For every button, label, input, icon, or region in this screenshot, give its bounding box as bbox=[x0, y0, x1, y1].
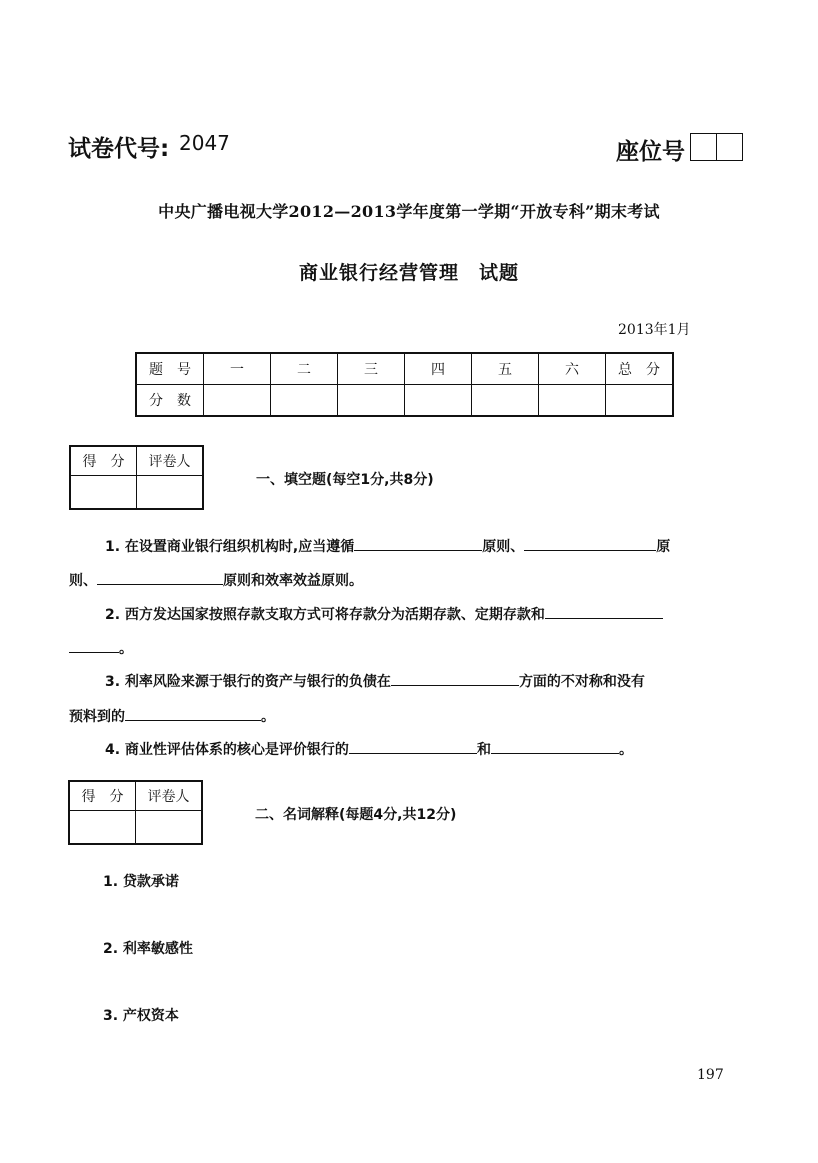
question-2-line2 bbox=[69, 638, 133, 659]
q1-text-c: 原 bbox=[656, 539, 671, 555]
q1-text-d: 则、 bbox=[69, 573, 97, 589]
score-table-col: 三 bbox=[338, 353, 405, 385]
grader-name-cell bbox=[136, 811, 203, 845]
q4-text-c: 。 bbox=[618, 742, 633, 758]
q4-blank-2 bbox=[491, 739, 619, 754]
q3-text-a: 3. 利率风险来源于银行的资产与银行的负债在 bbox=[105, 674, 391, 690]
grader-name-label: 评卷人 bbox=[137, 446, 204, 476]
paper-title: 商业银行经营管理 试题 bbox=[298, 262, 519, 284]
q3-text-c: 预料到的 bbox=[69, 709, 125, 725]
score-table-score-row bbox=[136, 385, 673, 417]
grader-score-cell bbox=[69, 811, 136, 845]
exam-name: 中央广播电视大学2012—2013学年度第一学期“开放专科”期末考试 bbox=[158, 202, 660, 221]
score-cell bbox=[204, 385, 271, 417]
score-table bbox=[135, 352, 674, 417]
score-table-row-label: 题 号 bbox=[136, 353, 204, 385]
grader-box-section2 bbox=[68, 780, 203, 845]
term-item-3: 3. 产权资本 bbox=[103, 1008, 179, 1024]
seat-box-1 bbox=[691, 134, 716, 160]
q1-text-e: 原则和效率效益原则。 bbox=[223, 573, 363, 589]
seat-number-label: 座位号 bbox=[616, 139, 685, 165]
score-table-col: 五 bbox=[472, 353, 539, 385]
score-cell bbox=[338, 385, 405, 417]
grader-score-label: 得 分 bbox=[69, 781, 136, 811]
q3-text-b: 方面的不对称和没有 bbox=[518, 674, 645, 690]
q2-text-b: 。 bbox=[119, 641, 133, 657]
q1-blank-3 bbox=[97, 570, 223, 585]
score-table-col: 二 bbox=[271, 353, 338, 385]
score-table-col: 一 bbox=[204, 353, 271, 385]
question-4 bbox=[105, 739, 633, 760]
q4-text-a: 4. 商业性评估体系的核心是评价银行的 bbox=[105, 742, 349, 758]
score-cell bbox=[405, 385, 472, 417]
q2-blank-1-cont bbox=[69, 638, 119, 653]
q1-text-b: 原则、 bbox=[482, 539, 525, 555]
score-cell bbox=[539, 385, 606, 417]
exam-date: 2013年1月 bbox=[618, 322, 691, 338]
score-cell bbox=[271, 385, 338, 417]
question-3-line1 bbox=[105, 671, 645, 692]
score-cell bbox=[472, 385, 539, 417]
exam-code-value: 2047 bbox=[179, 131, 230, 155]
score-table-col: 六 bbox=[539, 353, 606, 385]
q1-text-a: 1. 在设置商业银行组织机构时,应当遵循 bbox=[105, 539, 355, 555]
question-3-line2 bbox=[69, 706, 275, 727]
q2-blank-1 bbox=[545, 604, 663, 619]
score-table-col: 四 bbox=[405, 353, 472, 385]
seat-box-2 bbox=[716, 134, 742, 160]
q3-blank-2 bbox=[125, 706, 261, 721]
score-cell bbox=[606, 385, 674, 417]
section2-title: 二、名词解释(每题4分,共12分) bbox=[255, 807, 457, 823]
q4-blank-1 bbox=[349, 739, 477, 754]
question-1-line2 bbox=[69, 570, 363, 591]
question-2-line1 bbox=[105, 604, 663, 625]
question-1-line1 bbox=[105, 536, 670, 557]
term-item-1: 1. 贷款承诺 bbox=[103, 874, 179, 890]
q1-blank-1 bbox=[354, 536, 482, 551]
grader-name-cell bbox=[137, 476, 204, 510]
q3-text-d: 。 bbox=[261, 709, 275, 725]
q1-blank-2 bbox=[524, 536, 656, 551]
q4-text-b: 和 bbox=[476, 742, 491, 758]
grader-name-label: 评卷人 bbox=[136, 781, 203, 811]
score-table-header-row bbox=[136, 353, 673, 385]
grader-box-section1 bbox=[69, 445, 204, 510]
grader-score-cell bbox=[70, 476, 137, 510]
seat-number-boxes bbox=[690, 133, 743, 161]
score-table-col: 总 分 bbox=[606, 353, 674, 385]
section1-title: 一、填空题(每空1分,共8分) bbox=[256, 472, 434, 488]
q2-text-a: 2. 西方发达国家按照存款支取方式可将存款分为活期存款、定期存款和 bbox=[105, 607, 545, 623]
term-item-2: 2. 利率敏感性 bbox=[103, 941, 193, 957]
grader-score-label: 得 分 bbox=[70, 446, 137, 476]
exam-code-label: 试卷代号: bbox=[68, 136, 170, 162]
score-table-row-label: 分 数 bbox=[136, 385, 204, 417]
q3-blank-1 bbox=[391, 671, 519, 686]
page-number: 197 bbox=[697, 1067, 724, 1083]
